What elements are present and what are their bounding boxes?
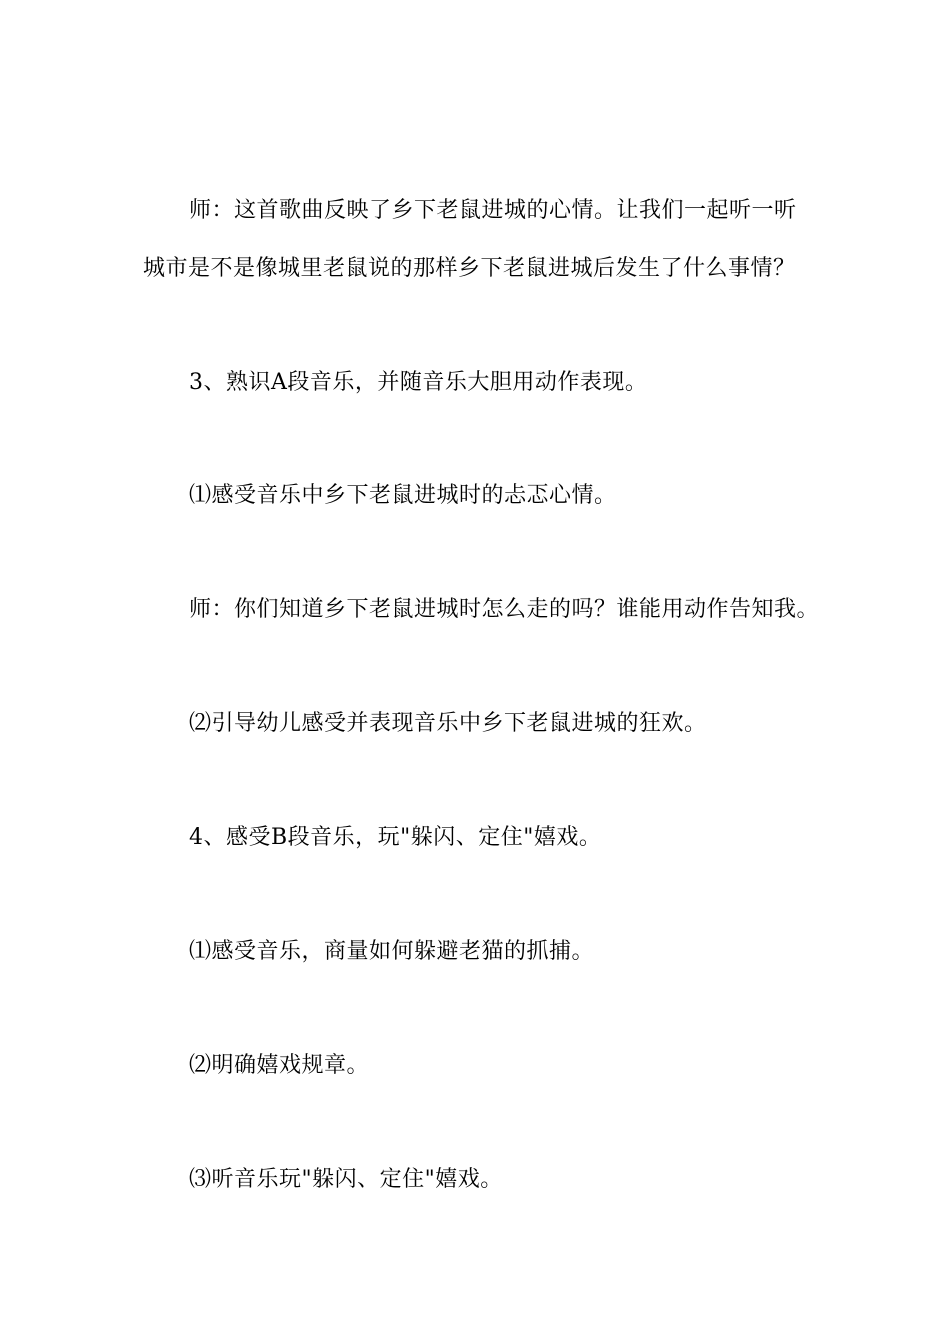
paragraph-teacher-intro-line2: 城市是不是像城里老鼠说的那样乡下老鼠进城后发生了什么事情？ (143, 256, 796, 281)
paragraph-teacher-intro-line1: 师：这首歌曲反映了乡下老鼠进城的心情。让我们一起听一听 (189, 198, 797, 223)
teacher-question: 师：你们知道乡下老鼠进城时怎么走的吗？谁能用动作告知我。 (189, 597, 820, 622)
step-3-item-2: ⑵引导幼儿感受并表现音乐中乡下老鼠进城的狂欢。 (189, 711, 707, 736)
step-4-heading: 4、感受B段音乐，玩"躲闪、定住"嬉戏。 (189, 825, 602, 850)
step-4-item-3: ⑶听音乐玩"躲闪、定住"嬉戏。 (189, 1167, 503, 1192)
step-4-item-2: ⑵明确嬉戏规章。 (189, 1053, 370, 1078)
step-4-item-1: ⑴感受音乐，商量如何躲避老猫的抓捕。 (189, 939, 595, 964)
step-3-heading: 3、熟识A段音乐，并随音乐大胆用动作表现。 (189, 370, 648, 395)
step-3-item-1: ⑴感受音乐中乡下老鼠进城时的忐忑心情。 (189, 483, 617, 508)
